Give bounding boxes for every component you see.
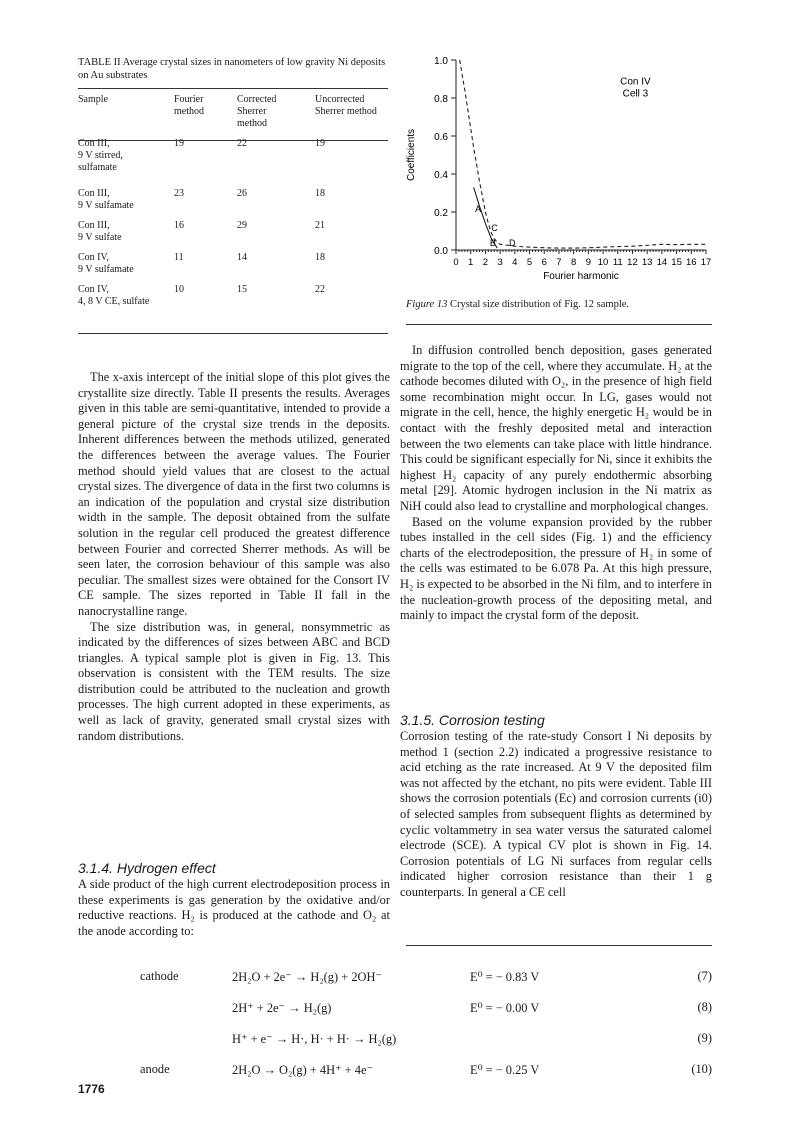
paragraph: Based on the volume expansion provided by the rubber tubes installed in the cell sides (Fig. 1) and the efficiency charts of the electrodeposition, the pressure of H₂ in some of the cells was estimated to be 6.078 Pa. At this high pressure, H₂ is expected to be absorbed in the Ni film, and to interfere in the nucleation-growth process of the depositing metal, and mainly to impact the crystal form of the deposit. xyxy=(400,514,712,623)
table-cell-fourier: 10 xyxy=(174,284,184,295)
section-heading-3-1-5: 3.1.5. Corrosion testing xyxy=(400,712,545,728)
equation-num: (7) xyxy=(697,969,712,983)
table-cell-corrected: 22 xyxy=(237,138,247,149)
table-row xyxy=(78,138,388,188)
x-tick-label: 14 xyxy=(656,257,668,268)
equation-label: anode xyxy=(140,1062,170,1076)
x-tick-label: 13 xyxy=(641,257,653,268)
point-label: C xyxy=(491,223,498,233)
y-tick-label: 0.8 xyxy=(434,94,448,105)
x-tick-label: 17 xyxy=(700,257,712,268)
table-cell-fourier: 19 xyxy=(174,138,184,149)
table-cell-sample: Con III, 9 V stirred, sulfamate xyxy=(78,138,123,173)
y-tick-label: 0.0 xyxy=(434,246,448,257)
point-label: B xyxy=(489,238,496,249)
page-number: 1776 xyxy=(78,1082,105,1096)
x-tick-label: 2 xyxy=(482,257,489,268)
figure-13-chart xyxy=(398,46,718,296)
x-tick-label: 8 xyxy=(570,257,577,268)
table-header: Sample xyxy=(78,94,108,105)
column-end-rule xyxy=(406,945,712,946)
equation-num: (10) xyxy=(691,1062,712,1076)
table-cell-sample: Con IV, 4, 8 V CE, sulfate xyxy=(78,284,150,307)
x-axis-label: Fourier harmonic xyxy=(543,271,619,282)
table-cell-corrected: 14 xyxy=(237,252,247,263)
table-cell-sample: Con III, 9 V sulfamate xyxy=(78,188,134,211)
table-top-rule xyxy=(78,88,388,89)
table-cell-fourier: 23 xyxy=(174,188,184,199)
equation-expr: 2H₂O → O₂(g) + 4H⁺ + 4e⁻ xyxy=(232,1063,373,1077)
right-column-corrosion xyxy=(400,729,712,901)
x-tick-label: 12 xyxy=(627,257,638,268)
x-tick-label: 1 xyxy=(468,257,474,268)
table-row xyxy=(78,220,388,252)
table-cell-fourier: 11 xyxy=(174,252,184,263)
figure-rule xyxy=(406,324,712,325)
equation-label: cathode xyxy=(140,969,179,983)
paragraph: The size distribution was, in general, nonsymmetric as indicated by the differences of sizes between ABC and BCD triangles. A typical sample plot is given in Fig. 13. This observation is consistent with the TEM results. The size distribution could be attributed to the nucleation and growth processes. The high current adopted in these experiments, as well as lack of gravity, generated small crystal sizes with random distributions. xyxy=(78,619,390,743)
equation-num: (8) xyxy=(697,1000,712,1014)
x-tick-label: 9 xyxy=(585,257,592,268)
table-header-rule xyxy=(78,140,388,141)
table-cell-uncorrected: 18 xyxy=(315,252,325,263)
x-tick-label: 7 xyxy=(556,257,562,268)
section-heading-3-1-4: 3.1.4. Hydrogen effect xyxy=(78,860,216,876)
chart-annotation: Con IV xyxy=(620,76,651,88)
chart-annotation: Cell 3 xyxy=(622,88,649,100)
table-cell-uncorrected: 19 xyxy=(315,138,325,149)
paragraph: In diffusion controlled bench deposition, gases generated migrate to the top of the cell, where they accumulate. H₂ at the cathode becomes diluted with O₂, in the presence of high field some recombination might occur. In LG, gases would not migrate in the cell, hence, the highly energetic H₂ would be in contact with the freshly deposited metal and interaction between the two elements can take place with little hindrance. This could be significant especially for Ni, since it exhibits the highest H₂ capacity of any purely endothermic absorbing metal [29]. Atomic hydrogen inclusion in the Ni matrix as NiH could also lead to crystalline and morphological changes. xyxy=(400,343,712,513)
equation-expr: 2H₂O + 2e⁻ → H₂(g) + 2OH⁻ xyxy=(232,970,382,984)
table-2 xyxy=(78,94,388,316)
table-cell-sample: Con III, 9 V sulfate xyxy=(78,220,122,243)
x-tick-label: 11 xyxy=(612,257,623,268)
table-caption: TABLE II Average crystal sizes in nanometers of low gravity Ni deposits on Au substrates xyxy=(78,57,386,81)
table-cell-corrected: 26 xyxy=(237,188,247,199)
y-tick-label: 1.0 xyxy=(434,56,448,67)
x-tick-label: 0 xyxy=(453,257,459,268)
table-cell-fourier: 16 xyxy=(174,220,184,231)
table-header: Corrected Sherrer method xyxy=(237,94,277,129)
x-tick-label: 16 xyxy=(686,257,697,268)
equation-e0: E⁰ = − 0.83 V xyxy=(470,970,540,984)
y-tick-label: 0.6 xyxy=(434,132,448,143)
equation-e0: E⁰ = − 0.00 V xyxy=(470,1001,540,1015)
x-tick-label: 10 xyxy=(597,257,609,268)
y-tick-label: 0.4 xyxy=(434,170,448,181)
series-line-1 xyxy=(460,60,706,248)
paragraph: Corrosion testing of the rate-study Consort I Ni deposits by method 1 (section 2.2) indicated a progressive resistance to acid etching as the rate increased. At 9 V the deposited film was not affected by the etchant, no pits were evident. Table III shows the corrosion potentials (Ec) and corrosion currents (i0) of selected samples from subsequent flights as determined by cyclic voltammetry in sea water versus the saturated calomel electrode (SCE). A typical CV plot is shown in Fig. 14. Corrosion potentials of LG Ni surfaces from regular cells indicated higher corrosion resistance than their 1 g counterparts. In general a CE cell xyxy=(400,729,712,899)
equation-expr: H⁺ + e⁻ → H·, H· + H· → H₂(g) xyxy=(232,1032,397,1046)
table-header-row xyxy=(78,94,388,138)
point-label: A xyxy=(475,204,482,214)
x-tick-label: 3 xyxy=(497,257,503,268)
left-column-hydrogen xyxy=(78,877,390,939)
point-label: D xyxy=(508,238,516,249)
table-cell-corrected: 29 xyxy=(237,220,247,231)
paragraph: A side product of the high current electrodeposition process in these experiments is gas generation by the oxidative and/or reductive reactions. H₂ is produced at the cathode and O₂ at the anode according to: xyxy=(78,877,390,938)
equation-num: (9) xyxy=(697,1031,712,1045)
table-row xyxy=(78,284,388,316)
left-column xyxy=(78,370,390,744)
table-header: Fourier method xyxy=(174,94,204,117)
table-cell-uncorrected: 21 xyxy=(315,220,325,231)
right-column xyxy=(400,343,712,624)
paragraph: The x-axis intercept of the initial slope of this plot gives the crystallite size directly. Table II presents the results. Averages given in this table are semi-quantitative, intended to provide a general picture of the crystal size trends in the deposits. Inherent differences between the methods utilized, generated the differences between the average values. The Fourier method should yield values that are closest to the actual crystal sizes. The divergence of data in the first two columns is an indication of the population and crystal size distribution width in the sample. The deposit obtained from the sulfate solution in the regular cell produced the greatest difference between Fourier and corrected Sherrer methods. As will be seen later, the corrosion behaviour of this sample was also peculiar. The smallest sizes were obtained for the Consort IV CE sample. The sizes reported in Table II fall in the nanocrystalline range. xyxy=(78,370,390,618)
table-header: Uncorrected Sherrer method xyxy=(315,94,377,117)
table-row xyxy=(78,252,388,284)
equation-expr: 2H⁺ + 2e⁻ → H₂(g) xyxy=(232,1001,332,1015)
x-tick-label: 5 xyxy=(526,257,533,268)
table-cell-sample: Con IV, 9 V sulfamate xyxy=(78,252,134,275)
x-tick-label: 15 xyxy=(671,257,682,268)
table-cell-uncorrected: 18 xyxy=(315,188,325,199)
table-cell-uncorrected: 22 xyxy=(315,284,325,295)
table-bottom-rule xyxy=(78,333,388,334)
y-tick-label: 0.2 xyxy=(434,208,448,219)
x-tick-label: 6 xyxy=(541,257,547,268)
x-tick-label: 4 xyxy=(512,257,518,268)
y-axis-label: Coefficients xyxy=(406,128,417,182)
figure-caption: Figure 13 Crystal size distribution of Fig. 12 sample. xyxy=(406,299,630,310)
equation-e0: E⁰ = − 0.25 V xyxy=(470,1063,540,1077)
table-cell-corrected: 15 xyxy=(237,284,247,295)
table-row xyxy=(78,188,388,220)
